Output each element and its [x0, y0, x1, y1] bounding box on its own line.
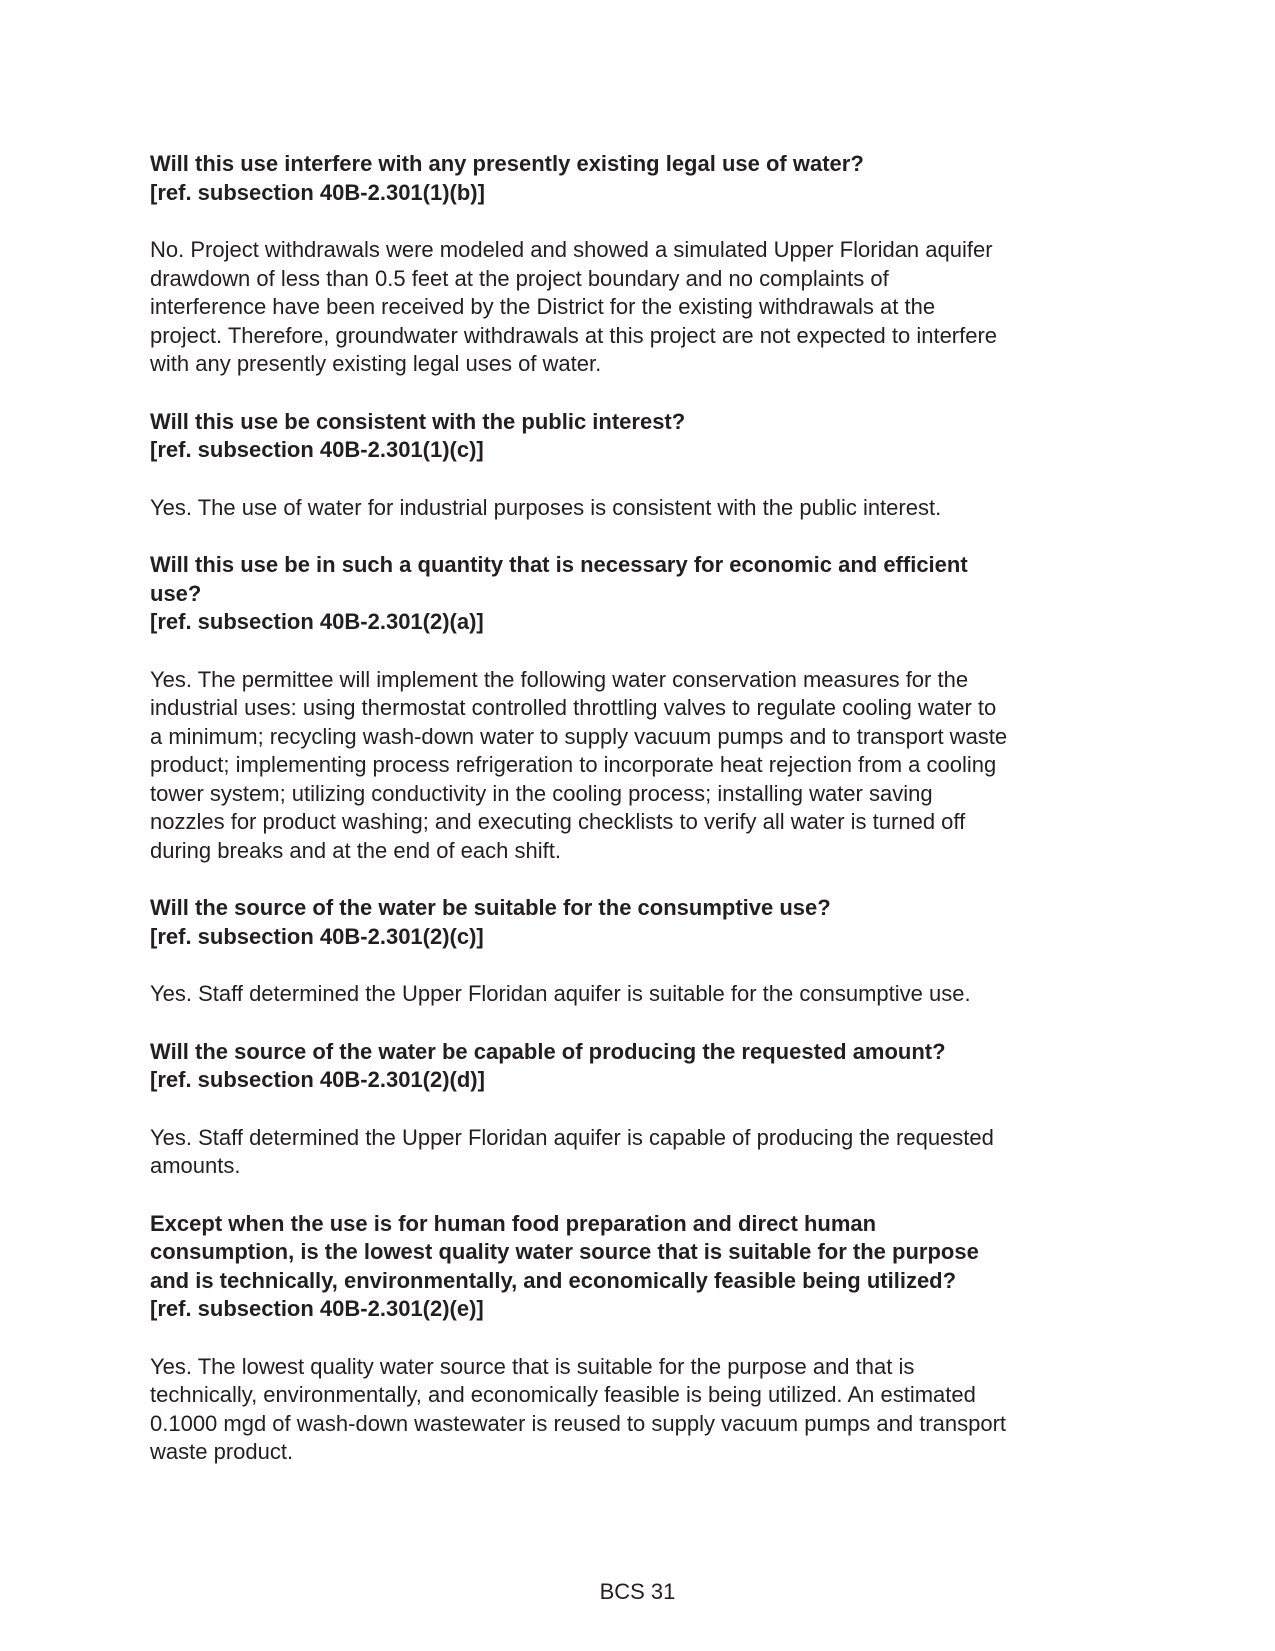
answer-text: Yes. The lowest quality water source that is suitable for the purpose and that is technically, environmentally, and economically feasible is being utilized. An estimated 0.1000 mgd of wash-down wastewater is reused to supply vacuum pumps and transport waste product.	[150, 1353, 1007, 1464]
section-public-interest	[150, 408, 1140, 523]
reference-text: [ref. subsection 40B-2.301(2)(c)]	[150, 923, 484, 949]
question-text: Will the source of the water be suitable for the consumptive use?	[150, 895, 831, 920]
section-lowest-quality	[150, 1210, 1140, 1467]
reference-text: [ref. subsection 40B-2.301(2)(a)]	[150, 609, 484, 634]
question-text: Will this use interfere with any presently existing legal use of water?	[150, 151, 864, 176]
section-heading	[150, 1210, 1140, 1324]
answer-text: Yes. The use of water for industrial purposes is consistent with the public interest.	[150, 494, 942, 520]
section-quantity	[150, 551, 1140, 865]
reference-text: [ref. subsection 40B-2.301(1)(b)]	[150, 179, 485, 205]
answer-text: No. Project withdrawals were modeled and showed a simulated Upper Floridan aquifer drawdown of less than 0.5 feet at the project boundary and no complaints of interference have been received by the District for the existing withdrawals at the project. Therefore, groundwater withdrawals at this project are not expected to interfere with any presently existing legal uses of water.	[150, 237, 998, 376]
section-source-suitable	[150, 894, 1140, 1009]
section-source-capable	[150, 1038, 1140, 1181]
reference-text: [ref. subsection 40B-2.301(2)(e)]	[150, 1296, 484, 1321]
question-text: Will the source of the water be capable of producing the requested amount?	[150, 1038, 946, 1064]
section-interference	[150, 150, 1140, 379]
page-number: BCS 31	[599, 1579, 676, 1604]
answer-text: Yes. Staff determined the Upper Floridan aquifer is suitable for the consumptive use.	[150, 981, 971, 1006]
section-heading	[150, 1038, 1140, 1095]
answer-text: Yes. Staff determined the Upper Floridan aquifer is capable of producing the requested amounts.	[150, 1124, 994, 1178]
question-text: Will this use be consistent with the public interest?	[150, 408, 686, 434]
section-heading	[150, 551, 1140, 637]
section-heading	[150, 894, 1140, 951]
reference-text: [ref. subsection 40B-2.301(2)(d)]	[150, 1067, 485, 1092]
question-text: Except when the use is for human food preparation and direct human consumption, is the lowest quality water source that is suitable for the purpose and is technically, environmentally, and economically feasible being utilized?	[150, 1210, 979, 1293]
document-body	[150, 150, 1140, 1496]
reference-text: [ref. subsection 40B-2.301(1)(c)]	[150, 437, 484, 462]
section-heading	[150, 150, 1140, 207]
answer-text: Yes. The permittee will implement the following water conservation measures for the industrial uses: using thermostat controlled throttling valves to regulate cooling water to a minimum; recycling wash-down water to supply vacuum pumps and to transport waste product; implementing process refrigeration to incorporate heat rejection from a cooling tower system; utilizing conductivity in the cooling process; installing water saving nozzles for product washing; and executing checklists to verify all water is turned off during breaks and at the end of each shift.	[150, 666, 1008, 863]
section-heading	[150, 408, 1140, 465]
question-text: Will this use be in such a quantity that is necessary for economic and efficient use?	[150, 552, 968, 606]
